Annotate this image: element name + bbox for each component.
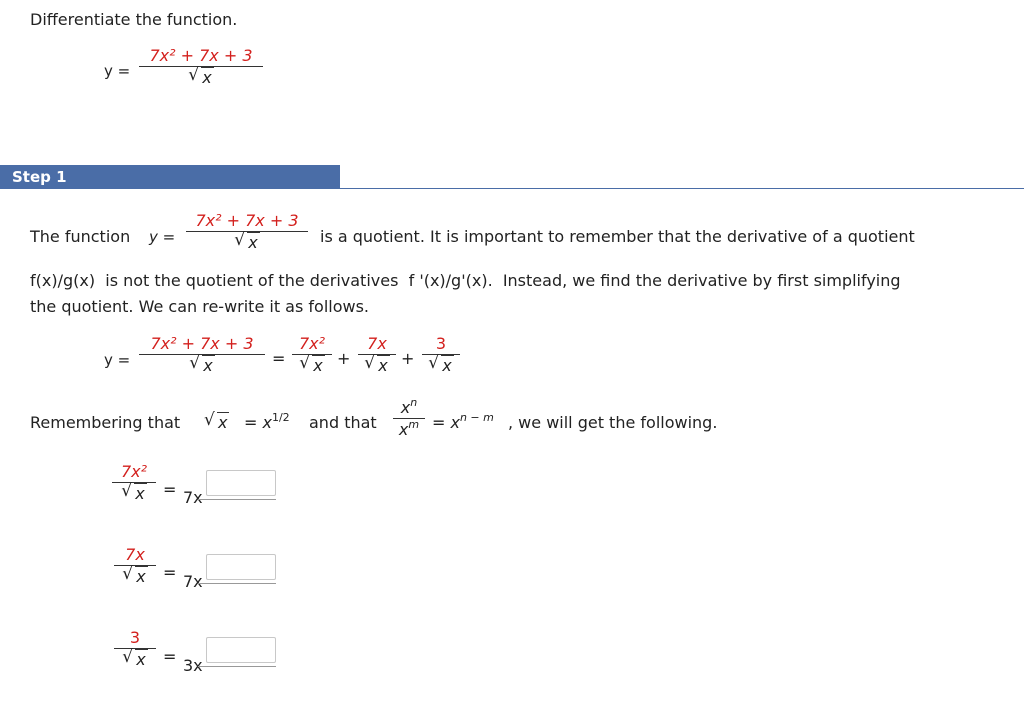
answer-row-1-equals: = <box>163 480 177 499</box>
sqrt-x: √ x <box>188 65 212 87</box>
instruction-text: Differentiate the function. <box>30 10 238 29</box>
remember-power: = $x^{1/2}$ <box>244 411 290 432</box>
explanation-lhs: y = <box>149 228 176 246</box>
remember-intro: Remembering that <box>30 413 181 432</box>
function-fraction <box>139 46 263 87</box>
explanation-rewrite-text: the quotient. We can re-write it as follows. <box>30 297 370 316</box>
step-label: Step 1 <box>12 168 67 186</box>
function-lhs: y = <box>104 62 131 80</box>
rewrite-lhs: y = <box>104 351 131 369</box>
function-numerator: 7x² + 7x + 3 <box>149 46 253 65</box>
explanation-quotient-text: is a quotient. It is important to remember that the derivative of a quotient <box>320 227 915 246</box>
explanation-derivative-text: f(x)/g(x) is not the quotient of the derivatives f '(x)/g'(x). Instead, we find the derivative by first simplifying <box>30 271 901 290</box>
remember-exponent-fraction: $x^n$ $x^m$ <box>393 398 425 439</box>
answer-row-1-exponent-input[interactable] <box>206 470 276 496</box>
rewrite-whole-fraction: 7x² + 7x + 3 √ x <box>139 334 265 375</box>
answer-row-1-coef: 7x <box>183 488 203 507</box>
answer-row-1-fraction: 7x² √ x <box>112 462 156 503</box>
answer-row-2-baseline <box>198 583 276 584</box>
answer-row-3-exponent-input[interactable] <box>206 637 276 663</box>
rewrite-equals: = <box>272 349 286 368</box>
answer-row-3-equals: = <box>163 647 177 666</box>
answer-row-3-fraction: 3 √ x <box>114 628 156 669</box>
answer-row-2-coef: 7x <box>183 572 203 591</box>
remember-rule: = $x^{n - m}$ <box>432 411 494 432</box>
rewrite-term3: 3 √ x <box>422 334 460 375</box>
step-divider <box>340 188 1024 189</box>
answer-row-3-baseline <box>198 666 276 667</box>
rewrite-term1: 7x² √ x <box>292 334 332 375</box>
remember-and-that: and that <box>309 413 377 432</box>
answer-row-2-exponent-input[interactable] <box>206 554 276 580</box>
rewrite-plus-1: + <box>337 349 351 368</box>
explanation-intro: The function <box>30 227 131 246</box>
answer-row-2-fraction: 7x √ x <box>114 545 156 586</box>
step-header <box>0 165 340 189</box>
remember-following: , we will get the following. <box>508 413 718 432</box>
rewrite-term2: 7x √ x <box>358 334 396 375</box>
answer-row-2-equals: = <box>163 563 177 582</box>
answer-row-1-baseline <box>198 499 276 500</box>
answer-row-3-coef: 3x <box>183 656 203 675</box>
rewrite-plus-2: + <box>401 349 415 368</box>
remember-sqrt: √ x <box>204 410 228 432</box>
explanation-fraction: 7x² + 7x + 3 √ x <box>186 211 308 252</box>
